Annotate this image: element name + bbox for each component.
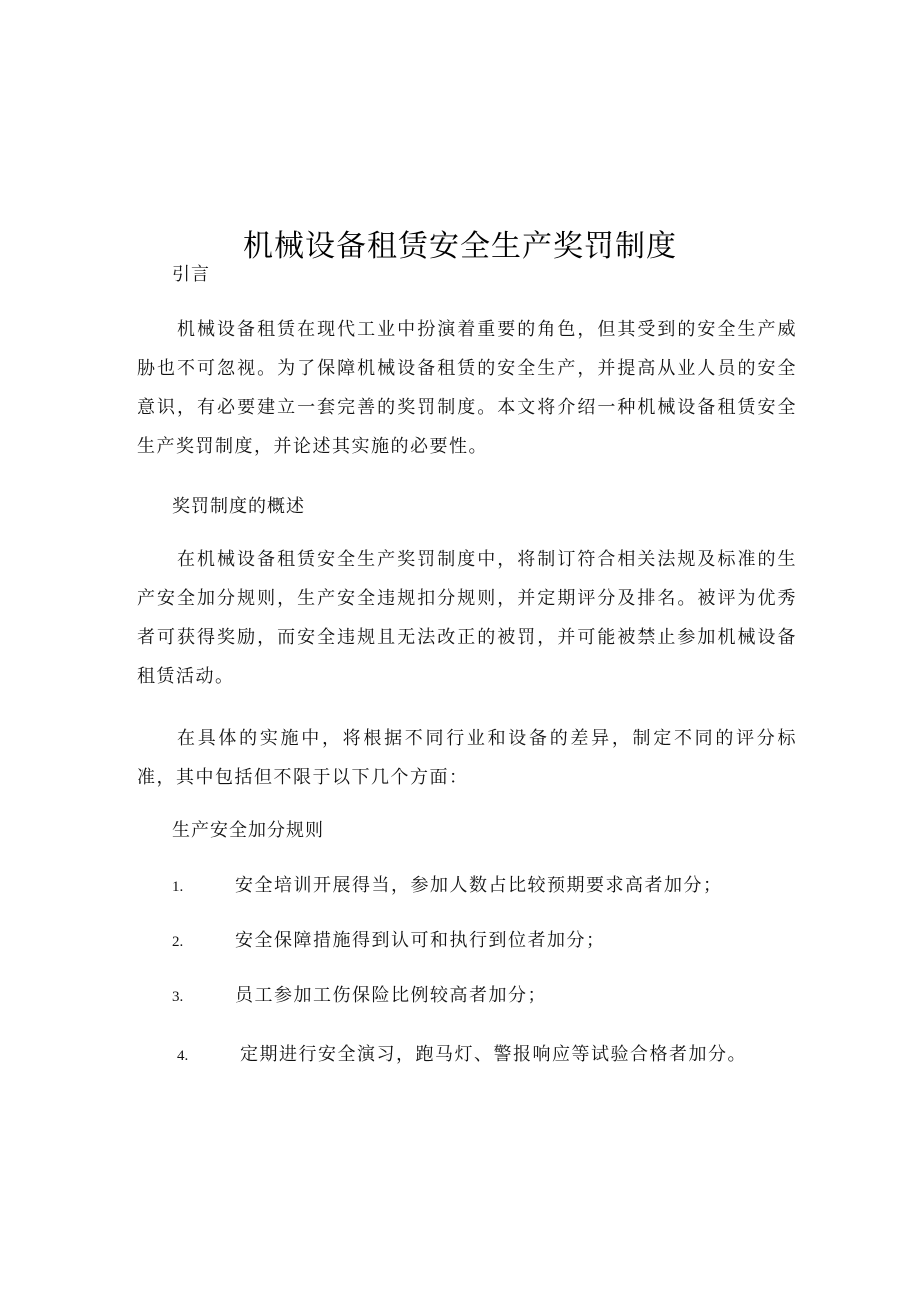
paragraph-implementation: 在具体的实施中，将根据不同行业和设备的差异，制定不同的评分标准，其中包括但不限于以下几个方面： [137,728,797,788]
list-item [172,1041,792,1069]
list-item-text: 安全保障措施得到认可和执行到位者加分； [235,930,606,951]
list-item-number: 4. [177,1048,189,1064]
list-item-text: 安全培训开展得当，参加人数占比较预期要求高者加分； [235,875,723,896]
list-item-number: 3. [172,989,184,1005]
list-item [172,872,792,900]
list-item-number: 1. [172,879,184,895]
list-item-text: 定期进行安全演习，跑马灯、警报响应等试验合格者加分。 [240,1044,747,1065]
list-item-number: 2. [172,934,184,950]
list-item [172,927,792,955]
list-item [172,982,792,1010]
section-heading-intro: 引言 [172,264,210,285]
section-heading-bonus-rules: 生产安全加分规则 [172,820,324,841]
list-item-text: 员工参加工伤保险比例较高者加分； [235,985,547,1006]
paragraph-intro: 机械设备租赁在现代工业中扮演着重要的角色，但其受到的安全生产威胁也不可忽视。为了保障机械设备租赁的安全生产，并提高从业人员的安全意识，有必要建立一套完善的奖罚制度。本文将介绍一种机械设备租赁安全生产奖罚制度，并论述其实施的必要性。 [137,319,797,457]
section-heading-overview: 奖罚制度的概述 [172,496,305,517]
document-title: 机械设备租赁安全生产奖罚制度 [243,229,677,265]
paragraph-overview: 在机械设备租赁安全生产奖罚制度中，将制订符合相关法规及标准的生产安全加分规则，生产安全违规扣分规则，并定期评分及排名。被评为优秀者可获得奖励，而安全违规且无法改正的被罚，并可能被禁止参加机械设备租赁活动。 [137,549,797,687]
